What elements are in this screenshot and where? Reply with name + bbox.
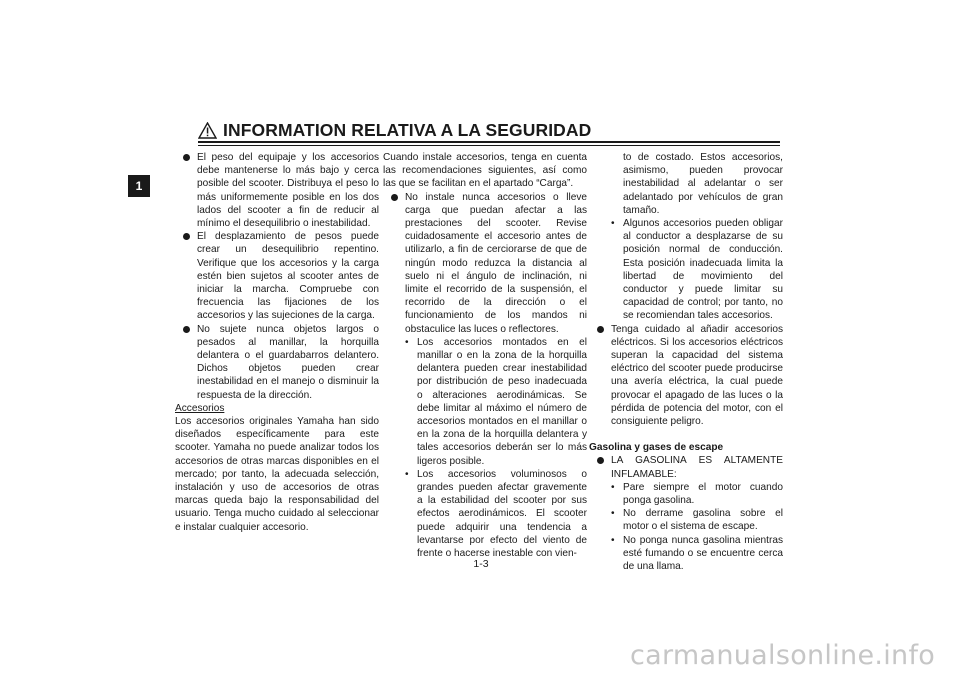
small-bullet-icon xyxy=(611,507,623,520)
small-bullet-icon xyxy=(611,217,623,230)
fuel-heading: Gasolina y gases de escape xyxy=(589,442,724,454)
column-3 xyxy=(589,151,783,573)
bullet-dot-icon xyxy=(597,326,604,333)
column-1 xyxy=(175,151,379,534)
sub-bullet-text: Pare siempre el motor cuando ponga gasolina. xyxy=(623,481,783,507)
bullet-text: LA GASOLINA ES ALTAMENTE INFLAMABLE: xyxy=(611,455,783,480)
warning-triangle-icon xyxy=(198,122,217,139)
bullet-dot-icon xyxy=(183,154,190,161)
bullet-dot-icon xyxy=(597,457,604,464)
bullet-text: No instale nunca accesorios o lleve carga que puedan afectar a las prestaciones del scooter. Revise cuidadosamente el accesorio antes de utilizarlo, a fin de cerciorarse de que de ningún modo reduzca la distancia al suelo ni el ángulo de inclinación, ni limite el recorrido de la suspensión, el recorrido de la dirección o el funcionamiento de los mandos ni obstaculice las luces o reflectores. xyxy=(405,191,587,335)
sub-bullet-text: Los accesorios voluminosos o grandes pueden afectar gravemente a la estabilidad del scooter por sus efectos aerodinámicos. El scooter puede adquirir una tendencia a levantarse por efecto del viento de frente o hacerse inestable con vien- xyxy=(417,468,587,560)
page-title: INFORMATION RELATIVA A LA SEGURIDAD xyxy=(223,119,592,140)
sub-bullet-text: No derrame gasolina sobre el motor o el sistema de escape. xyxy=(623,508,783,533)
small-bullet-icon xyxy=(611,481,623,494)
page-header xyxy=(198,118,780,142)
small-bullet-icon xyxy=(405,468,417,481)
bullet-item xyxy=(175,323,379,402)
sub-bullet-item xyxy=(383,336,587,468)
small-bullet-icon xyxy=(405,336,417,349)
column-2 xyxy=(383,151,587,560)
sub-bullet-item xyxy=(589,507,783,533)
sub-bullet-item xyxy=(589,534,783,574)
small-bullet-icon xyxy=(611,534,623,547)
bullet-item xyxy=(175,151,379,230)
bullet-dot-icon xyxy=(183,326,190,333)
bullet-item xyxy=(175,230,379,322)
sub-bullet-text: Los accesorios montados en el manillar o en la zona de la horquilla delantera pueden crear inestabilidad por distribución de peso inadecuada o alteraciones aerodinámicas. Se debe limitar al máximo el número de accesorios montados en el manillar o en la zona de la horquilla delantera y tales accesorios deberán ser lo más ligeros posible. xyxy=(417,336,587,467)
accessories-heading: Accesorios xyxy=(175,402,225,414)
continued-text: to de costado. Estos accesorios, asimismo, pueden provocar inestabilidad al adelantar o ser adelantado por vehículos de gran tamaño. xyxy=(623,152,783,216)
bullet-text: Tenga cuidado al añadir accesorios eléctricos. Si los accesorios eléctricos superan la capacidad del sistema eléctrico del scooter puede producirse una avería eléctrica, la cual puede provocar el apagado de las luces o la pérdida de potencia del motor, con el consiguiente peligro. xyxy=(611,323,783,428)
header-rule-thick xyxy=(198,141,780,143)
sub-bullet-text: Algunos accesorios pueden obligar al conductor a desplazarse de su posición normal de conducción. Esta posición inadecuada limita la libertad de movimiento del conductor y puede limitar su capacidad de control; por tanto, no se recomiendan tales accesorios. xyxy=(623,218,783,322)
header-rule-thin xyxy=(198,145,780,146)
bullet-dot-icon xyxy=(391,194,398,201)
accessories-paragraph: Los accesorios originales Yamaha han sido diseñados específicamente para este scooter. Yamaha no puede analizar todos los accesorios de otras marcas disponibles en el mercado; por tanto, la adecuada selección, instalación y uso de accesorios de otras marcas queda bajo la responsabilidad del usuario. Tenga mucho cuidado al seleccionar e instalar cualquier accesorio. xyxy=(175,416,379,533)
intro-paragraph: Cuando instale accesorios, tenga en cuenta las recomendaciones siguientes, así como las que se facilitan en el apartado “Carga”. xyxy=(383,152,587,190)
sub-bullet-text: No ponga nunca gasolina mientras esté fumando o se encuentre cerca de una llama. xyxy=(623,534,783,573)
watermark: carmanualsonline.info xyxy=(630,640,936,671)
bullet-text: El peso del equipaje y los accesorios debe mantenerse lo más bajo y cerca posible del scooter. Distribuya el peso lo más uniformemente posible en los dos lados del scooter a fin de reducir al mínimo el desequilibrio o inestabilidad. xyxy=(197,152,379,230)
bullet-item xyxy=(589,323,783,429)
bullet-item xyxy=(589,454,783,480)
bullet-dot-icon xyxy=(183,233,190,240)
section-tab: 1 xyxy=(128,175,150,197)
sub-bullet-item xyxy=(383,468,587,560)
sub-bullet-item xyxy=(589,217,783,323)
bullet-text: El desplazamiento de pesos puede crear un desequilibrio repentino. Verifique que los accesorios y la carga estén bien sujetos al scooter antes de iniciar la marcha. Compruebe con frecuencia las fijaciones de los accesorios y las sujeciones de la carga. xyxy=(197,231,379,322)
sub-bullet-item xyxy=(589,481,783,507)
bullet-item xyxy=(383,191,587,336)
page-number: 1-3 xyxy=(473,558,489,570)
bullet-text: No sujete nunca objetos largos o pesados al manillar, la horquilla delantera o el guardabarros delantero. Dichos objetos pueden crear inestabilidad en el manejo o disminuir la respuesta de la dirección. xyxy=(197,323,379,401)
